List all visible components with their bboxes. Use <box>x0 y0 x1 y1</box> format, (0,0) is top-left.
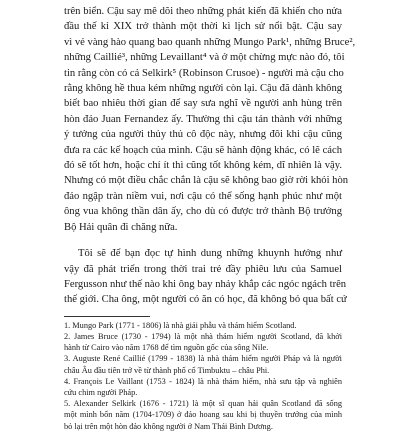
footnote-line: 4. François Le Vaillant (1753 - 1824) là nhà thám hiểm, nhà sưu tập và nghiên <box>64 376 342 386</box>
footnote-divider <box>64 316 150 317</box>
text-line: Bộ Hải quân đi chăng nữa. <box>64 221 178 233</box>
paragraph-2 <box>64 246 347 308</box>
text-line: đó sẽ tốt hơn, hoặc chí ít thì cũng tốt không kém, dĩ nhiên là vậy. <box>64 160 342 172</box>
footnote-line: 2. James Bruce (1730 - 1794) là một nhà thám hiểm người Scotland, đã khởi <box>64 331 342 341</box>
footnote-line: bỏ lại trên một hòn đảo không người ở Nam Thái Bình Dương. <box>64 421 273 431</box>
footnote-line: châu Âu đầu tiên trở về từ thành phố cổ Timbuktu – châu Phi. <box>64 365 270 375</box>
footnote-line: một mình bốn năm (1704-1709) ở đảo hoang sau khi bị thuyền trưởng của mình <box>64 410 342 420</box>
text-line: ông vua không thần dân ấy, cho dù có được trở thành Bộ trưởng <box>64 206 342 218</box>
footnote-line: 5. Alexander Selkirk (1676 - 1721) là một sĩ quan hải quân Scotland đã sống <box>64 399 342 409</box>
text-line: vậy đã phát triển trong thời trai trẻ đầy phiêu lưu của Samuel <box>64 263 342 275</box>
text-line: rằng không hề thua kém những người còn lại. Cậu đã dành không <box>64 83 343 95</box>
text-line: ý tưởng của người thủy thủ cô độc này, nhưng đôi khi cậu cũng <box>64 129 342 141</box>
footnote-line: cứu chim người Pháp. <box>64 387 138 397</box>
body-text <box>64 4 356 308</box>
text-line: trên biển. Cậu say mê dõi theo những phát kiến đã khiến cho nửa <box>64 6 342 17</box>
text-line: thế giới. Cha ông, một người có ăn có học, đã không bỏ qua bất cứ <box>64 294 347 306</box>
footnote-line: 3. Auguste René Caillié (1799 - 1838) là nhà thám hiểm người Pháp và là người <box>64 354 342 364</box>
text-line: đưa ra các kế hoạch của mình. Cậu sẽ hành động khác, có lẽ cách <box>64 144 342 156</box>
text-line: đảo ngập tràn niềm vui, nơi cậu có thể sống hạnh phúc như một <box>64 190 342 202</box>
text-line: đầu thế kỉ XIX trở thành một thời kì lịch sử nổi bật. Cậu say <box>64 21 342 33</box>
footnotes <box>64 320 342 432</box>
paragraph-gap <box>64 235 342 246</box>
paragraph-1 <box>64 4 356 235</box>
text-line: tin rằng còn có cả Selkirk⁵ (Robinson Crusoe) - người mà cậu cho <box>64 67 344 79</box>
text-line: biết bao nhiêu thời gian để say sưa nghĩ về người anh hùng trên <box>64 98 342 110</box>
footnote-line: hành từ Cairo vào năm 1768 để tìm nguồn gốc của sông Nile. <box>64 343 269 353</box>
text-line: những Caillié³, những Levaillant⁴ và ở một chừng mực nào đó, tôi <box>64 52 345 64</box>
footnote-line: 1. Mungo Park (1771 - 1806) là nhà giải phẫu và thám hiểm Scotland. <box>64 320 297 330</box>
text-line: Tôi sẽ để bạn đọc tự hình dung những khuynh hướng như <box>78 248 342 260</box>
book-page <box>64 4 356 432</box>
text-line: vì vẻ vàng hào quang bao quanh những Mungo Park¹, những Bruce², <box>64 36 356 48</box>
text-line: Nhưng có một điều chắc chắn là cậu sẽ không bao giờ rời khỏi hòn <box>64 175 349 187</box>
text-line: Fergusson như thế nào khi ông bay nhảy khắp các ngóc ngách trên <box>64 278 347 290</box>
text-line: hòn đảo Juan Fernandez ấy. Thường thì cậu tán thành với những <box>64 113 342 125</box>
